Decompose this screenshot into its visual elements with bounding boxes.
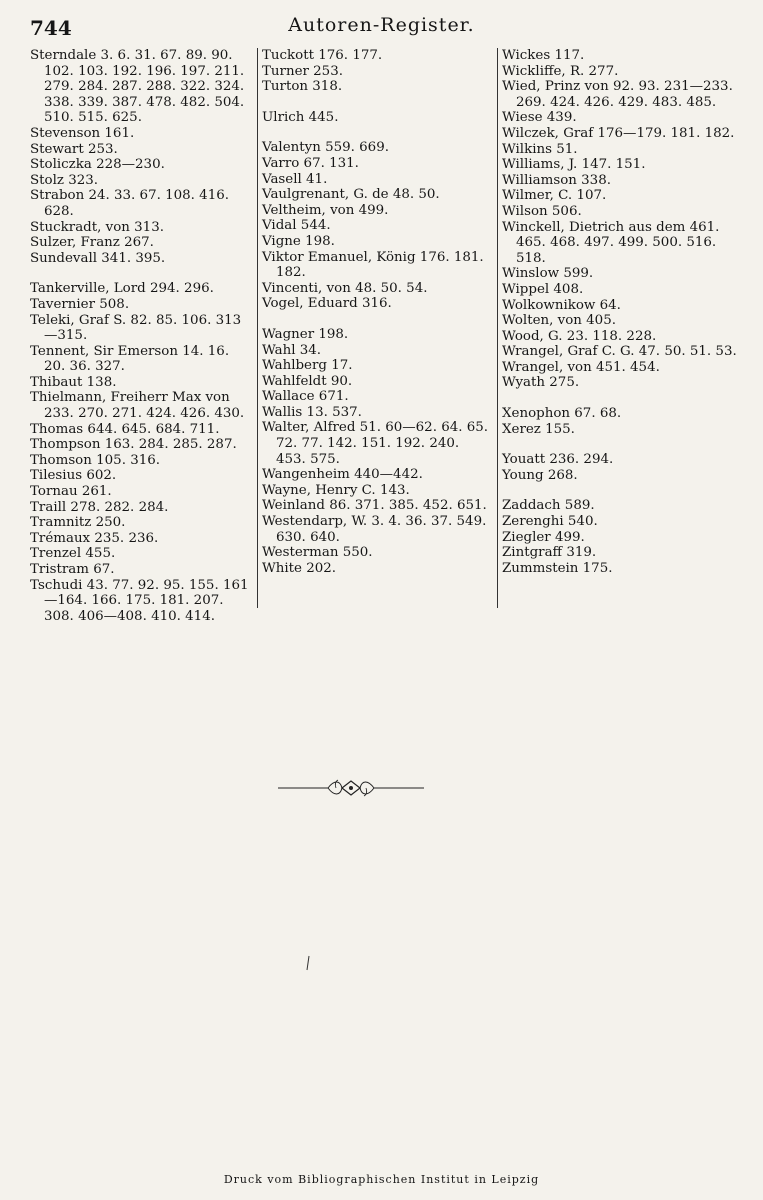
index-entry: Tschudi 43. 77. 92. 95. 155. 161—164. 166. 175. 181. 207. 308. 406—408. 410. 414. (30, 577, 249, 624)
index-entry: Weinland 86. 371. 385. 452. 651. (262, 498, 487, 514)
index-entry: Xerez 155. (502, 421, 575, 437)
index-entry: Ziegler 499. (502, 529, 585, 545)
index-entry: Wrangel, von 451. 454. (502, 359, 660, 375)
index-entry: Stewart 253. (30, 141, 118, 157)
index-column-2 (258, 48, 498, 608)
index-entry: Stevenson 161. (30, 125, 135, 141)
index-entry: Wangenheim 440—442. (262, 467, 423, 483)
index-entry: Zaddach 589. (502, 498, 595, 514)
index-entry: Vasell 41. (262, 171, 328, 187)
index-entry: Wahlfeldt 90. (262, 373, 353, 389)
index-entry: Thibaut 138. (30, 374, 117, 390)
index-entry: Sundevall 341. 395. (30, 250, 166, 266)
entry-gap (502, 391, 746, 406)
index-entry: Stoliczka 228—230. (30, 157, 165, 173)
page-header (30, 14, 733, 46)
index-entry: Wippel 408. (502, 281, 584, 297)
index-entry: Tramnitz 250. (30, 515, 126, 531)
index-entry: Wallis 13. 537. (262, 404, 362, 420)
index-entry: Tornau 261. (30, 484, 112, 500)
index-entry: Valentyn 559. 669. (262, 140, 389, 156)
index-entry: Westerman 550. (262, 545, 373, 561)
index-entry: Tennent, Sir Emerson 14. 16. 20. 36. 327. (30, 343, 230, 375)
index-entry: Thomas 644. 645. 684. 711. (30, 421, 220, 437)
running-title: Autoren-Register. (288, 14, 475, 36)
index-entry: Ulrich 445. (262, 109, 339, 125)
index-entry: Vincenti, von 48. 50. 54. (262, 280, 428, 296)
index-entry: Wilczek, Graf 176—179. 181. 182. (502, 125, 735, 141)
index-entry: Wolkownikow 64. (502, 297, 621, 313)
index-entry: Vigne 198. (262, 233, 335, 249)
index-entry: Williams, J. 147. 151. (502, 157, 646, 173)
index-entry: Veltheim, von 499. (262, 202, 389, 218)
index-entry: Wrangel, Graf C. G. 47. 50. 51. 53. (502, 344, 737, 360)
index-entry: Turner 253. (262, 63, 343, 79)
index-entry: Traill 278. 282. 284. (30, 499, 169, 515)
index-entry: Wahlberg 17. (262, 358, 353, 374)
stray-mark (305, 955, 311, 971)
index-entry: Wyath 275. (502, 375, 580, 391)
index-entry: Young 268. (502, 467, 578, 483)
entry-gap (502, 437, 746, 452)
entry-gap (262, 95, 493, 110)
index-entry: Trémaux 235. 236. (30, 530, 159, 546)
index-entry: Tuckott 176. 177. (262, 48, 383, 63)
index-entry: Wilmer, C. 107. (502, 188, 607, 204)
index-entry: Walter, Alfred 51. 60—62. 64. 65. 72. 77. 142. 151. 192. 240. 453. 575. (262, 420, 489, 467)
index-entry: Winckell, Dietrich aus dem 461. 465. 468. 497. 499. 500. 516. 518. (502, 219, 720, 266)
index-entry: Strabon 24. 33. 67. 108. 416. 628. (30, 188, 229, 219)
index-entry: Thompson 163. 284. 285. 287. (30, 437, 237, 453)
index-entry: Viktor Emanuel, König 176. 181. 182. (262, 249, 484, 281)
index-entry: Tilesius 602. (30, 468, 117, 484)
index-entry: Wilkins 51. (502, 141, 578, 157)
index-entry: Williamson 338. (502, 172, 611, 188)
index-entry: Stolz 323. (30, 172, 99, 188)
index-entry: Vidal 544. (262, 218, 331, 234)
page-number: 744 (30, 16, 72, 40)
index-columns (30, 48, 750, 624)
index-entry: Tankerville, Lord 294. 296. (30, 281, 214, 297)
index-entry: Sulzer, Franz 267. (30, 235, 154, 251)
index-entry: Zummstein 175. (502, 560, 613, 576)
index-entry: Wickliffe, R. 277. (502, 63, 619, 79)
index-entry: Wickes 117. (502, 48, 585, 63)
index-entry: Wayne, Henry C. 143. (262, 482, 410, 498)
printer-line: Druck vom Bibliographischen Institut in Leipzig (223, 1173, 540, 1186)
index-column-1 (30, 48, 258, 624)
index-entry: Wiese 439. (502, 110, 577, 126)
index-entry: Sterndale 3. 6. 31. 67. 89. 90. 102. 103. 192. 196. 197. 211. 279. 284. 287. 288. 322. 324. 338. 339. 387. 478. 482. 504. 510. 515. 625. (30, 48, 245, 126)
index-entry: Tristram 67. (30, 562, 115, 577)
entry-gap (30, 266, 253, 281)
index-entry: Wied, Prinz von 92. 93. 231—233. 269. 424. 426. 429. 483. 485. (502, 79, 733, 110)
index-entry: Thomson 105. 316. (30, 452, 161, 468)
index-entry: Vaulgrenant, G. de 48. 50. (262, 187, 440, 203)
index-entry: White 202. (262, 560, 337, 576)
entry-gap (262, 125, 493, 140)
ornament-divider (276, 776, 426, 800)
index-entry: Wilson 506. (502, 203, 582, 219)
index-entry: Wahl 34. (262, 342, 322, 358)
index-entry: Teleki, Graf S. 82. 85. 106. 313—315. (30, 312, 242, 344)
index-entry: Vogel, Eduard 316. (262, 296, 392, 312)
index-entry: Westendarp, W. 3. 4. 36. 37. 549. 630. 640. (262, 514, 487, 545)
index-entry: Wallace 671. (262, 389, 349, 405)
index-entry: Wolten, von 405. (502, 313, 616, 329)
index-entry: Thielmann, Freiherr Max von 233. 270. 271. 424. 426. 430. (30, 390, 245, 422)
index-entry: Stuckradt, von 313. (30, 219, 164, 235)
entry-gap (262, 312, 493, 327)
entry-gap (502, 483, 746, 498)
index-entry: Winslow 599. (502, 266, 594, 282)
index-entry: Varro 67. 131. (262, 155, 359, 171)
index-entry: Youatt 236. 294. (502, 452, 614, 468)
index-entry: Turton 318. (262, 79, 343, 95)
index-entry: Xenophon 67. 68. (502, 406, 622, 422)
index-entry: Trenzel 455. (30, 546, 116, 562)
index-entry: Wagner 198. (262, 326, 349, 342)
index-entry: Zintgraff 319. (502, 545, 597, 561)
index-entry: Wood, G. 23. 118. 228. (502, 328, 657, 344)
index-column-3 (498, 48, 750, 608)
index-entry: Zerenghi 540. (502, 514, 598, 530)
index-entry: Tavernier 508. (30, 296, 130, 312)
